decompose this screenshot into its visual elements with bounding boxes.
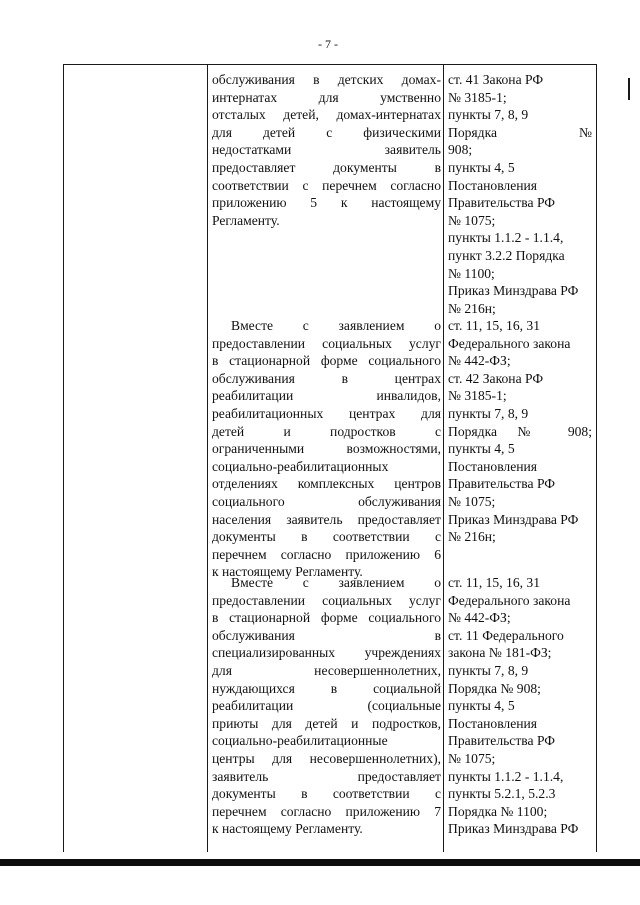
scan-edge-mark — [628, 78, 630, 100]
text-line: Правительства РФ — [448, 195, 556, 211]
text-line: Порядка № 908; — [448, 680, 541, 696]
text-line: социального обслуживания — [212, 493, 441, 509]
text-line: пункты 4, 5 — [448, 159, 515, 175]
text-line: 908; — [448, 142, 473, 158]
scan-bottom-edge — [0, 859, 640, 866]
text-line: № 1075; — [448, 750, 496, 766]
text-line: нуждающихся в социальной — [212, 680, 441, 696]
text-line: Постановления — [448, 715, 538, 731]
text-line: документы в соответствии с — [212, 529, 441, 545]
text-line: реабилитационных центрах для — [212, 405, 441, 421]
text-line: Вместе с заявлением о — [231, 575, 441, 590]
table-col2-border — [443, 64, 444, 852]
table-row-1-description — [212, 71, 441, 229]
text-line: реабилитации (социальные — [212, 698, 441, 714]
page-number: - 7 - — [318, 37, 338, 51]
text-line: ограниченными возможностями, — [212, 441, 441, 457]
text-line: Порядка № 908; — [448, 423, 592, 439]
text-line: приложению 5 к настоящему — [212, 195, 441, 211]
text-line: пункты 1.1.2 - 1.1.4, — [448, 230, 564, 246]
text-line: № 442-ФЗ; — [448, 610, 511, 626]
text-line: в стационарной форме социального — [212, 610, 441, 626]
table-col1-border — [207, 64, 208, 852]
text-line: отделениях комплексных центров — [212, 476, 441, 492]
text-line: детей и подростков с — [212, 423, 441, 439]
text-line: Приказ Минздрава РФ — [448, 821, 579, 837]
table-row-2-description — [212, 317, 441, 581]
text-line: № 216н; — [448, 300, 496, 316]
text-line: Правительства РФ — [448, 476, 556, 492]
text-line: социально-реабилитационных — [212, 458, 389, 474]
text-line: ст. 41 Закона РФ — [448, 72, 544, 87]
text-line: пункты 7, 8, 9 — [448, 405, 529, 421]
text-line: документы в соответствии с — [212, 786, 441, 802]
table-row-3-legal-basis — [448, 574, 594, 838]
text-line: пункты 4, 5 — [448, 698, 515, 714]
text-line: соответствии с перечнем согласно — [212, 177, 441, 193]
text-line: Постановления — [448, 458, 538, 474]
text-line: Постановления — [448, 177, 538, 193]
text-line: № 1075; — [448, 212, 496, 228]
text-line: Приказ Минздрава РФ — [448, 511, 579, 527]
text-line: № 3185-1; — [448, 89, 507, 105]
text-line: предоставляет документы в — [212, 159, 441, 175]
text-line: для детей с физическими — [212, 124, 441, 140]
text-line: обслуживания в детских домах- — [212, 72, 441, 87]
text-line: № 1100; — [448, 265, 495, 281]
text-line: Порядка № 1100; — [448, 803, 548, 819]
text-line: ст. 11, 15, 16, 31 — [448, 575, 541, 590]
text-line: реабилитации инвалидов, — [212, 388, 441, 404]
text-line: предоставлении социальных услуг — [212, 592, 441, 608]
text-line: Порядка № — [448, 124, 592, 140]
text-line: заявитель предоставляет — [212, 768, 441, 784]
table-right-border — [596, 64, 597, 852]
text-line: обслуживания в центрах — [212, 370, 441, 386]
text-line: ст. 42 Закона РФ — [448, 370, 544, 386]
table-row-1-legal-basis — [448, 71, 592, 317]
text-line: Приказ Минздрава РФ — [448, 283, 579, 299]
text-line: Регламенту. — [212, 212, 280, 228]
text-line: № 1075; — [448, 493, 496, 509]
text-line: отсталых детей, домах-интернатах — [212, 107, 441, 123]
text-line: пункт 3.2.2 Порядка — [448, 247, 565, 263]
text-line: интернатах для умственно — [212, 89, 441, 105]
table-top-border — [63, 64, 597, 65]
text-line: Федерального закона — [448, 335, 571, 351]
text-line: социально-реабилитационные — [212, 733, 388, 749]
text-line: центры для несовершеннолетних), — [212, 750, 441, 766]
table-row-3-description — [212, 574, 441, 838]
table-left-border — [63, 64, 64, 852]
text-line: Правительства РФ — [448, 733, 556, 749]
text-line: пункты 7, 8, 9 — [448, 662, 529, 678]
text-line: № 3185-1; — [448, 388, 507, 404]
text-line: ст. 11, 15, 16, 31 — [448, 318, 541, 333]
text-line: ст. 11 Федерального — [448, 627, 564, 643]
text-line: пункты 5.2.1, 5.2.3 — [448, 786, 556, 802]
text-line: перечнем согласно приложению 7 — [212, 803, 441, 819]
text-line: приюты для детей и подростков, — [212, 715, 441, 731]
text-line: пункты 4, 5 — [448, 441, 515, 457]
text-line: предоставлении социальных услуг — [212, 335, 441, 351]
text-line: № 442-ФЗ; — [448, 353, 511, 369]
text-line: к настоящему Регламенту. — [212, 821, 363, 837]
text-line: недостатками заявитель — [212, 142, 441, 158]
text-line: № 216н; — [448, 529, 496, 545]
text-line: закона № 181-ФЗ; — [448, 645, 552, 661]
text-line: Вместе с заявлением о — [231, 318, 441, 333]
text-line: к настоящему Регламенту. — [212, 564, 363, 580]
text-line: перечнем согласно приложению 6 — [212, 546, 441, 562]
text-line: Федерального закона — [448, 592, 571, 608]
text-line: в стационарной форме социального — [212, 353, 441, 369]
text-line: обслуживания в — [212, 627, 441, 643]
text-line: пункты 1.1.2 - 1.1.4, — [448, 768, 564, 784]
text-line: специализированных учреждениях — [212, 645, 441, 661]
text-line: для несовершеннолетних, — [212, 662, 441, 678]
table-row-2-legal-basis — [448, 317, 592, 546]
text-line: населения заявитель предоставляет — [212, 511, 441, 527]
text-line: пункты 7, 8, 9 — [448, 107, 529, 123]
